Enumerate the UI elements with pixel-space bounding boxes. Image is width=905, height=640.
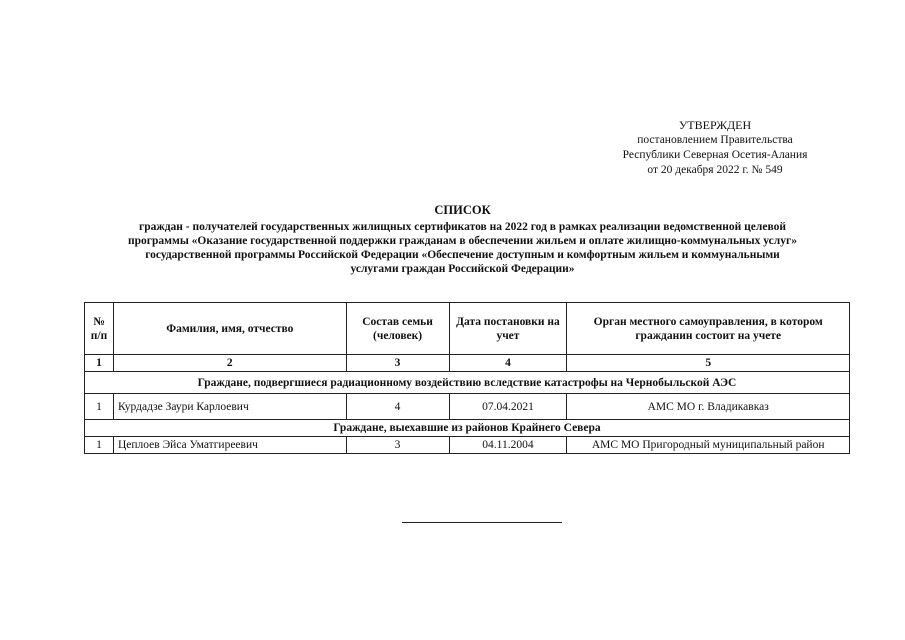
group-row [85, 372, 850, 394]
header-name: Фамилия, имя, отчество [113, 303, 346, 355]
document-title-block [80, 203, 845, 276]
header-authority: Орган местного самоуправления, в котором гражданин состоит на учете [567, 303, 850, 355]
approval-line: Республики Северная Осетия-Алания [622, 149, 808, 161]
cell-family: 4 [346, 394, 449, 420]
column-number: 4 [449, 355, 567, 372]
header-date: Дата постановки на учет [449, 303, 567, 355]
subtitle-line: услугами граждан Российской Федерации» [350, 263, 575, 275]
subtitle-line: государственной программы Российской Федерации «Обеспечение доступным и комфортным жильем и коммунальными [145, 249, 780, 261]
column-number: 2 [113, 355, 346, 372]
approval-line: от 20 декабря 2022 г. № 549 [647, 164, 783, 176]
table-header-row [85, 303, 850, 355]
column-number-row [85, 355, 850, 372]
approval-head: УТВЕРЖДЕН [678, 118, 752, 132]
group-row [85, 420, 850, 437]
cell-name: Курдадзе Заури Карлоевич [113, 394, 346, 420]
table-row [85, 437, 850, 454]
cell-name: Цеплоев Эйса Уматгиреевич [113, 437, 346, 454]
cell-family: 3 [346, 437, 449, 454]
group-title: Граждане, выехавшие из районов Крайнего Севера [85, 420, 850, 437]
cell-num: 1 [85, 394, 114, 420]
cell-authority: АМС МО Пригородный муниципальный район [567, 437, 850, 454]
table-row [85, 394, 850, 420]
document-title: СПИСОК [434, 203, 491, 217]
signature-line [402, 522, 562, 523]
column-number: 3 [346, 355, 449, 372]
cell-date: 07.04.2021 [449, 394, 567, 420]
column-number: 1 [85, 355, 114, 372]
approval-stamp [560, 118, 870, 178]
cell-num: 1 [85, 437, 114, 454]
group-title: Граждане, подвергшиеся радиационному воздействию вследствие катастрофы на Чернобыльской АЭС [85, 372, 850, 394]
header-family: Состав семьи (человек) [346, 303, 449, 355]
subtitle-line: граждан - получателей государственных жилищных сертификатов на 2022 год в рамках реализации ведомственной целевой [139, 221, 786, 233]
cell-date: 04.11.2004 [449, 437, 567, 454]
cell-authority: АМС МО г. Владикавказ [567, 394, 850, 420]
approval-line: постановлением Правительства [637, 134, 793, 146]
column-number: 5 [567, 355, 850, 372]
recipients-table [84, 302, 850, 454]
subtitle-line: программы «Оказание государственной поддержки гражданам в обеспечении жильем и оплате жилищно-коммунальных услуг» [128, 235, 797, 247]
header-num: № п/п [85, 303, 114, 355]
